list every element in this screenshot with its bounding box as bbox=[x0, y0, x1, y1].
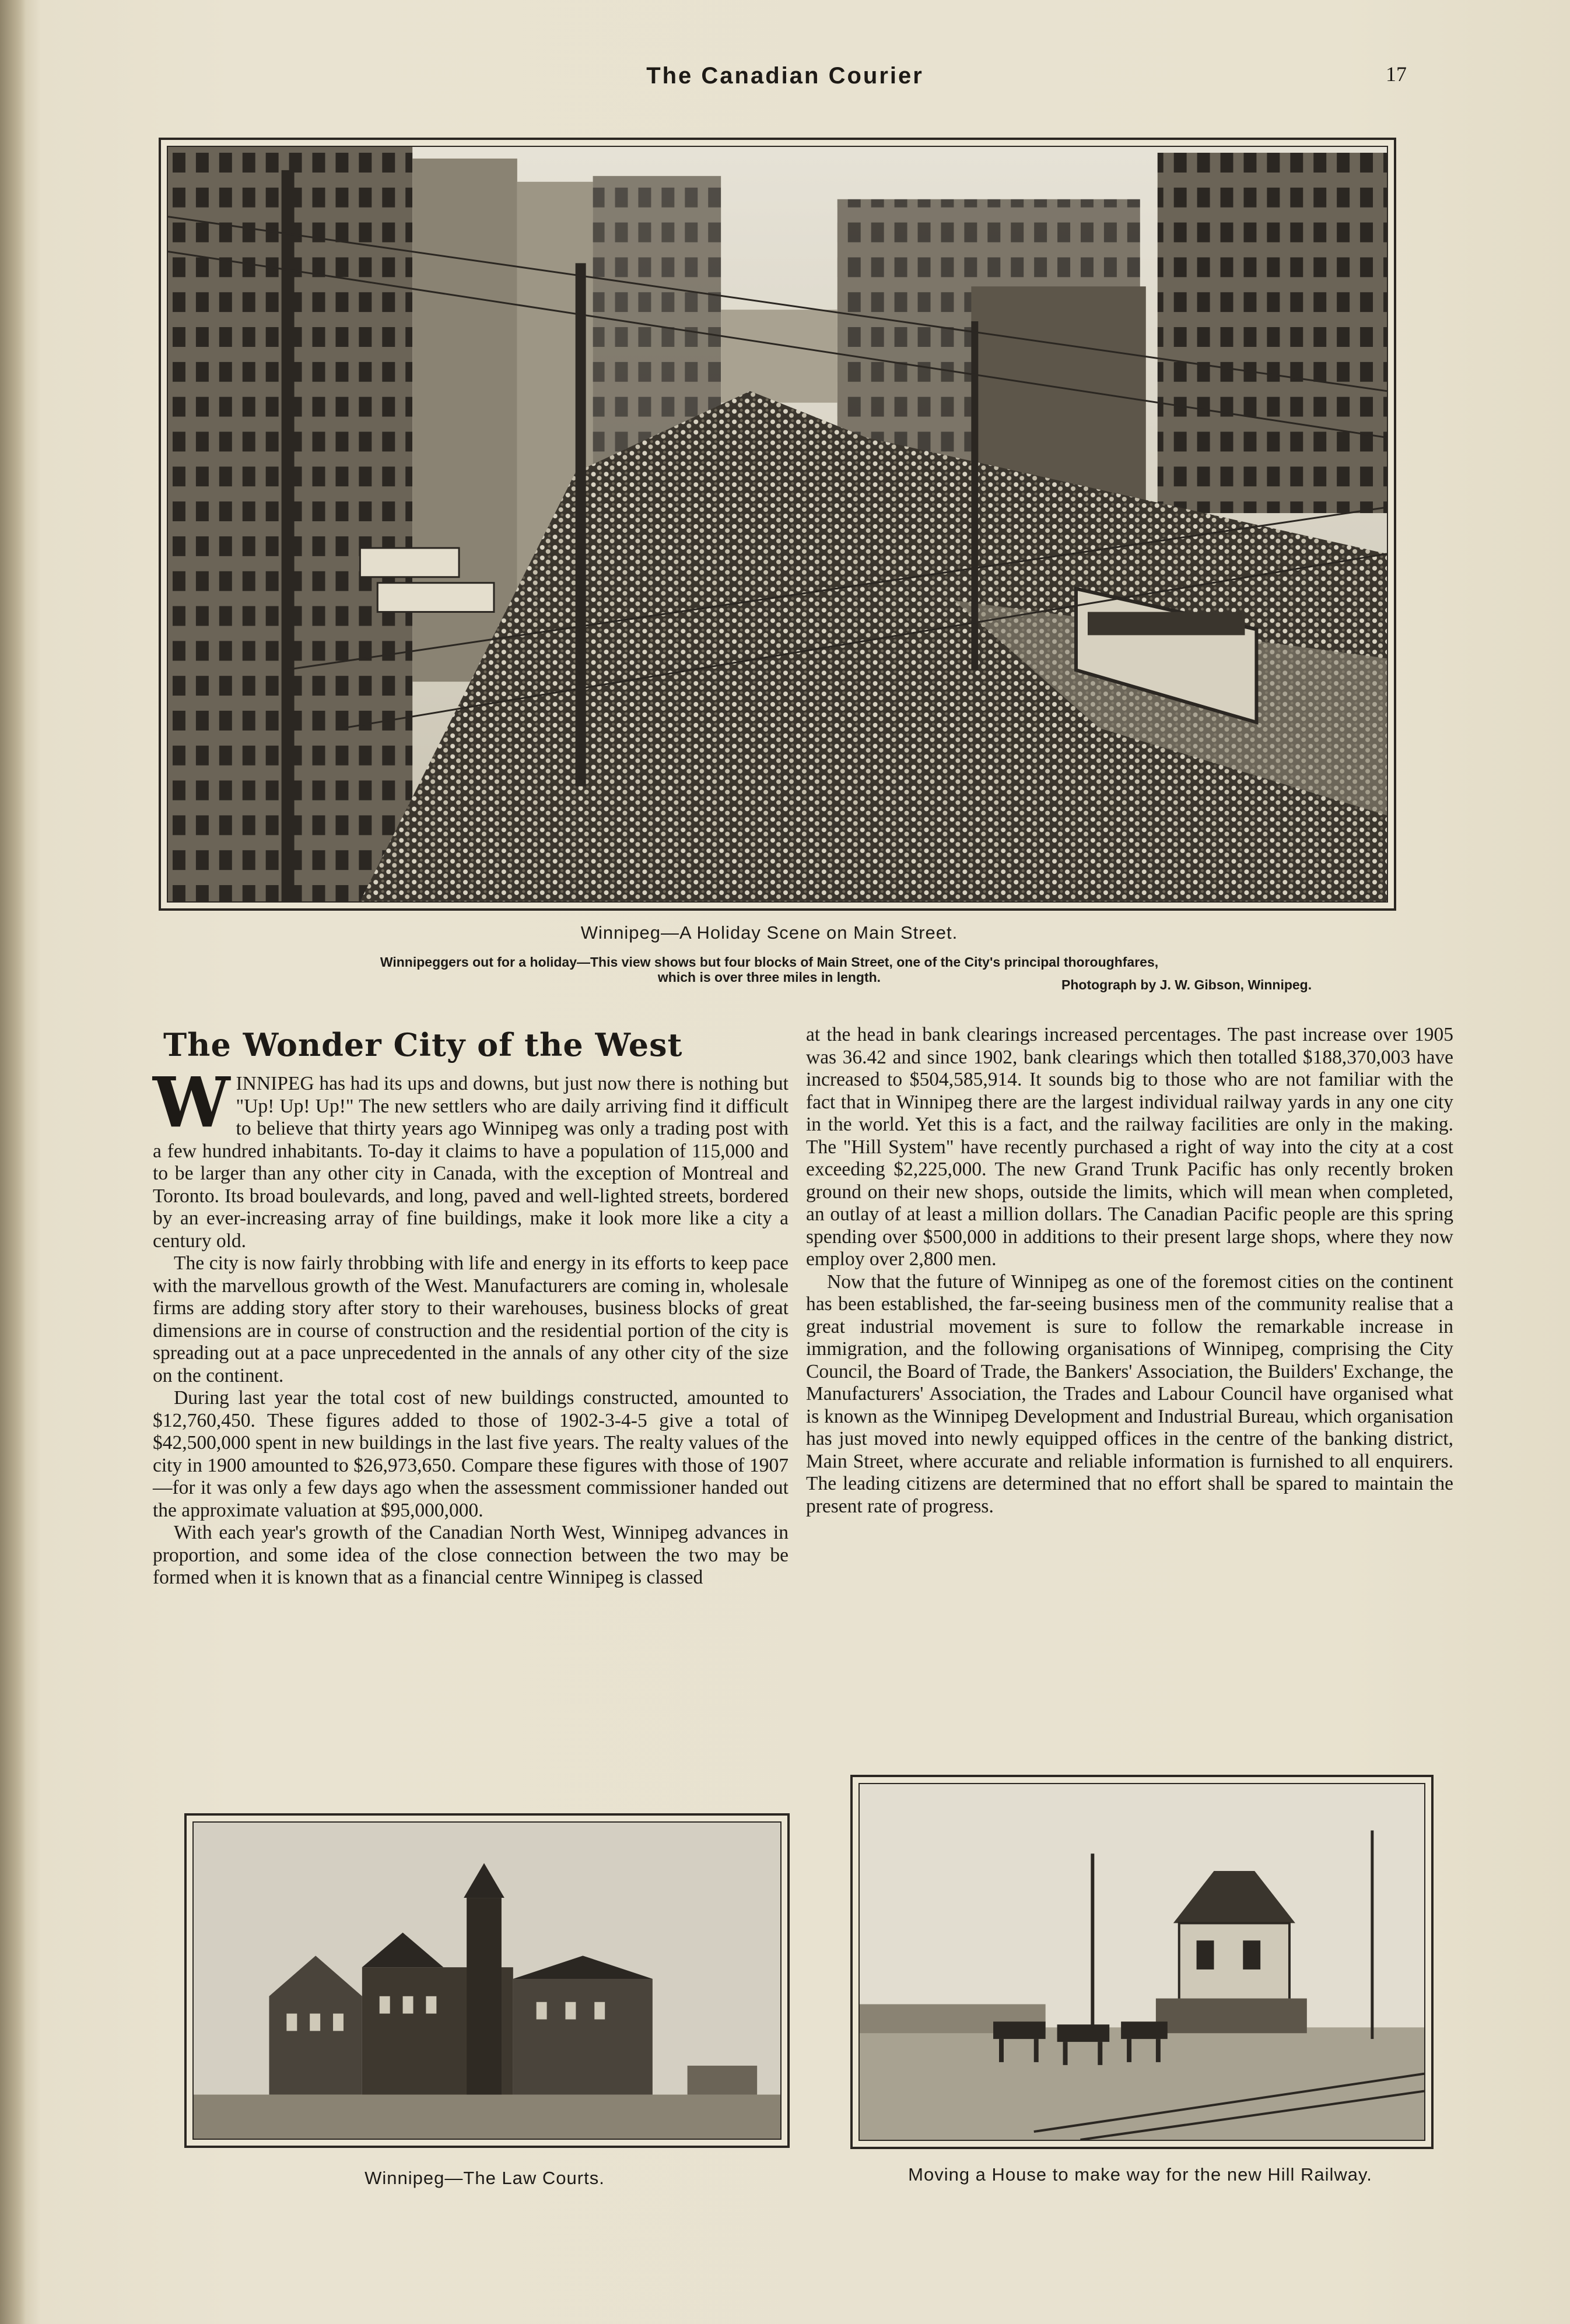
article-column-left bbox=[153, 1062, 788, 1589]
main-photo-caption-title: Winnipeg—A Holiday Scene on Main Street. bbox=[580, 922, 958, 943]
main-photo-credit: Photograph by J. W. Gibson, Winnipeg. bbox=[1061, 977, 1312, 992]
article-headline: The Wonder City of the West bbox=[163, 1026, 683, 1063]
running-head: The Canadian Courier bbox=[646, 63, 924, 89]
house-moving-photo-image bbox=[858, 1783, 1425, 2141]
law-courts-photo-image bbox=[192, 1821, 782, 2140]
main-photo-caption-line2: which is over three miles in length. bbox=[657, 970, 881, 985]
law-courts-caption: Winnipeg—The Law Courts. bbox=[365, 2168, 605, 2188]
main-photo-caption-line1: Winnipeggers out for a holiday—This view shows but four blocks of Main Street, one of the City's principal thoroughfares, bbox=[380, 954, 1159, 970]
article-paragraph-5: at the head in bank clearings increased percentages. The past increase over 1905 was 36.42 and since 1902, bank clearings which then totalled $188,370,003 have increased to $504,585,914. It sounds big to those who are not familiar with the fact that in Winnipeg there are the largest individual railway yards in any one city in the world. Yet this is a fact, and the railway facilities are only in the making. The "Hill System" have recently purchased a right of way into the city at a cost exceeding $2,225,000. The new Grand Trunk Pacific has only recently broken ground on their new shops, outside the limits, which will mean when completed, an outlay of at least a million dollars. The Canadian Pacific people are this spring spending over $500,000 in additions to their present large shops, where they now employ over 2,800 men. bbox=[806, 1024, 1453, 1270]
article-paragraph-1 bbox=[153, 1062, 788, 1252]
binding-spine bbox=[0, 0, 26, 2324]
article-column-right bbox=[806, 1024, 1453, 1518]
house-moving-caption: Moving a House to make way for the new Hill Railway. bbox=[908, 2164, 1372, 2185]
article-paragraph-3: During last year the total cost of new buildings constructed, amounted to $12,760,450. These figures added to those of 1902-3-4-5 give a total of $42,500,000 spent in new buildings in the last five years. The realty values of the city in 1900 amounted to $26,973,650. Compare these figures with those of 1907—for it was only a few days ago when the assessment commissioner handed out the approximate valuation at $95,000,000. bbox=[153, 1387, 788, 1521]
house-moving-photo bbox=[850, 1775, 1434, 2149]
article-paragraph-6: Now that the future of Winnipeg as one of the foremost cities on the continent has been established, the far-seeing business men of the community realise that a great industrial movement is sure to follow the remarkable increase in immigration, and the following organisations of Winnipeg, comprising the City Council, the Board of Trade, the Bankers' Association, the Builders' Exchange, the Manufacturers' Association, the Trades and Labour Council have organised what is known as the Winnipeg Development and Industrial Bureau, which organisation has just moved into newly equipped offices in the centre of the banking district, Main Street, where accurate and reliable information is furnished to all enquirers. The leading citizens are determined that no effort shall be spared to maintain the present rate of progress. bbox=[806, 1270, 1453, 1517]
article-paragraph-4: With each year's growth of the Canadian North West, Winnipeg advances in proportion, and some idea of the close connection between the two may be formed when it is known that as a financial centre Winnipeg is classed bbox=[153, 1522, 788, 1588]
article-paragraph-2: The city is now fairly throbbing with life and energy in its efforts to keep pace with the marvellous growth of the West. Manufacturers are coming in, wholesale firms are adding story after story to their warehouses, business blocks of great dimensions are in course of construction and the residential portion of the city is spreading out at a pace unprecedented in the annals of any other city of the size on the continent. bbox=[153, 1252, 788, 1386]
street-crowd-illustration bbox=[168, 147, 1387, 901]
page-number: 17 bbox=[1386, 62, 1407, 86]
house-moving-illustration bbox=[860, 1784, 1424, 2140]
main-street-photo-image bbox=[167, 146, 1388, 903]
law-courts-photo bbox=[184, 1813, 790, 2148]
article-paragraph-1-text: INNIPEG has had its ups and downs, but just now there is nothing but "Up! Up! Up!" The new settlers who are daily arriving find it difficult to believe that thirty years ago Winnipeg was only a trading post with a few hundred inhabitants. To-day it claims to have a population of 115,000 and to be larger than any other city in Canada, with the exception of Montreal and Toronto. Its broad boulevards, and long, paved and well-lighted streets, bordered by an ever-increasing array of fine buildings, make it look more like a city a century old. bbox=[153, 1073, 788, 1252]
drop-cap: W bbox=[153, 1062, 230, 1143]
main-street-photo bbox=[159, 138, 1396, 911]
law-courts-illustration bbox=[194, 1823, 780, 2139]
